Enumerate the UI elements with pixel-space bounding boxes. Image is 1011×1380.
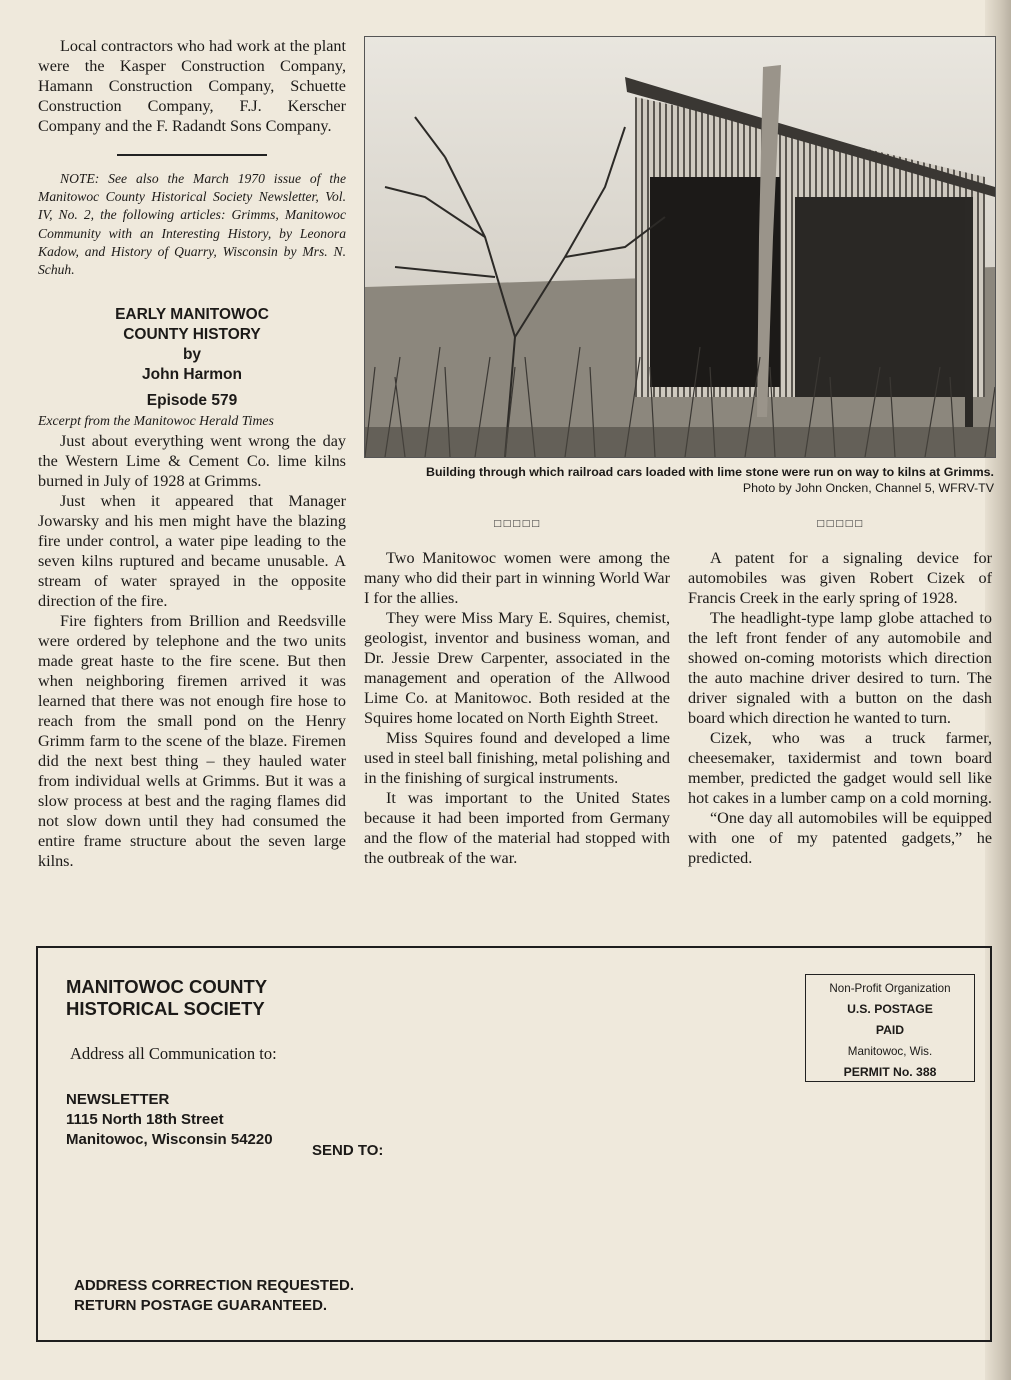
article-paragraph: It was important to the United States because it had been imported from Germany and the flow of the material had stopped with the outbreak of the war.: [364, 789, 670, 867]
return-city: Manitowoc, Wisconsin 54220: [66, 1131, 273, 1148]
heading-line-2: COUNTY HISTORY: [123, 326, 261, 344]
left-column: [38, 36, 346, 871]
permit-line: PAID: [875, 1023, 905, 1037]
society-name: [66, 976, 267, 1020]
article-heading: [38, 305, 346, 411]
article-paragraph: Fire fighters from Brillion and Reedsville were ordered by telephone and the two units made great haste to the fire scene. But then when neighboring firemen arrived it was learned that there was not enough fire hose to reach from the small pond on the Henry Grimm farm to the scene of the blaze. Firemen did the next best thing – they hauled water from individual wells at Grimms. But it was a slow process at best and the raging flames did not slow down until they had consumed the entire frame structure about the seven large kilns.: [38, 612, 346, 871]
mailing-panel: [36, 946, 992, 1342]
middle-column: [364, 514, 670, 868]
heading-line-1: EARLY MANITOWOC: [115, 306, 269, 324]
permit-line: Non-Profit Organization: [829, 982, 951, 995]
article-paragraph: The headlight-type lamp globe attached to the left front fender of any automobile and showed on-coming motorists which direction the auto machine driver desired to turn. The driver signaled with a button on the dash board which direction he wanted to turn.: [688, 609, 992, 727]
kiln-building-photo: [364, 36, 996, 458]
separator-squares: □□□□□: [816, 519, 864, 529]
caption-text: Building through which railroad cars loaded with lime stone were run on way to kilns at Grimms.: [426, 465, 994, 479]
excerpt-source: Excerpt from the Manitowoc Herald Times: [38, 413, 274, 429]
byline-by: by: [182, 346, 202, 364]
article-paragraph: Just when it appeared that Manager Jowarsky and his men might have the blazing fire under control, a water pipe leading to the seven kilns ruptured and became unusable. A stream of water sprayed in the opposite direction of the fire.: [38, 492, 346, 611]
note-paragraph: NOTE: See also the March 1970 issue of the Manitowoc County Historical Society Newsletter, Vol. IV, No. 2, the following articles: Grimms, Manitowoc Community with an Interesting History, by Leonora Kadow, and History of Quarry, Wisconsin by Mrs. N. Schuh.: [38, 171, 346, 278]
separator-squares: □□□□□: [493, 519, 541, 529]
permit-line: Manitowoc, Wis.: [847, 1045, 933, 1058]
return-street: 1115 North 18th Street: [66, 1111, 224, 1128]
right-column: [688, 514, 992, 868]
postage-permit-box: [805, 974, 975, 1082]
permit-number: PERMIT No. 388: [843, 1065, 937, 1079]
send-to-label: SEND TO:: [312, 1142, 384, 1159]
article-paragraph: They were Miss Mary E. Squires, chemist, geologist, inventor and business woman, and Dr. Jessie Drew Carpenter, associated in the management and operation of the Allwood Lime Co. at Manitowoc. Both resided at the Squires home located on North Eighth Street.: [364, 609, 670, 727]
author-name: John Harmon: [142, 366, 242, 384]
postal-instructions: [74, 1276, 354, 1316]
photo-caption: [364, 464, 994, 496]
article-paragraph: Two Manitowoc women were among the many who did their part in winning World War I for the allies.: [364, 549, 670, 607]
episode-number: Episode 579: [146, 392, 238, 410]
return-postage: RETURN POSTAGE GUARANTEED.: [74, 1297, 328, 1314]
return-address: [66, 1090, 273, 1150]
society-name-line-1: MANITOWOC COUNTY: [66, 976, 268, 997]
address-label: Address all Communication to:: [70, 1044, 277, 1063]
article-paragraph: “One day all automobiles will be equipped with one of my patented gadgets,” he predicted.: [688, 809, 992, 867]
article-paragraph: Just about everything went wrong the day the Western Lime & Cement Co. lime kilns burned in July of 1928 at Grimms.: [38, 432, 346, 491]
photo-credit: Photo by John Oncken, Channel 5, WFRV-TV: [742, 481, 994, 495]
society-name-line-2: HISTORICAL SOCIETY: [66, 998, 265, 1019]
section-divider: [117, 154, 267, 156]
photo-illustration: [365, 37, 995, 457]
return-newsletter: NEWSLETTER: [66, 1091, 170, 1108]
article-paragraph: Cizek, who was a truck farmer, cheesemaker, taxidermist and town board member, predicted the gadget would sell like hot cakes in a lumber camp on a cold morning.: [688, 729, 992, 807]
article-paragraph: Miss Squires found and developed a lime used in steel ball finishing, metal polishing and in the finishing of surgical instruments.: [364, 729, 670, 787]
permit-line: U.S. POSTAGE: [847, 1002, 933, 1016]
article-paragraph: A patent for a signaling device for automobiles was given Robert Cizek of Francis Creek in the early spring of 1928.: [688, 549, 992, 607]
address-correction: ADDRESS CORRECTION REQUESTED.: [74, 1277, 355, 1294]
contractors-paragraph: Local contractors who had work at the plant were the Kasper Construction Company, Hamann Construction Company, Schuette Construction Company, F.J. Kerscher Company and the F. Radandt Sons Company.: [38, 37, 346, 135]
